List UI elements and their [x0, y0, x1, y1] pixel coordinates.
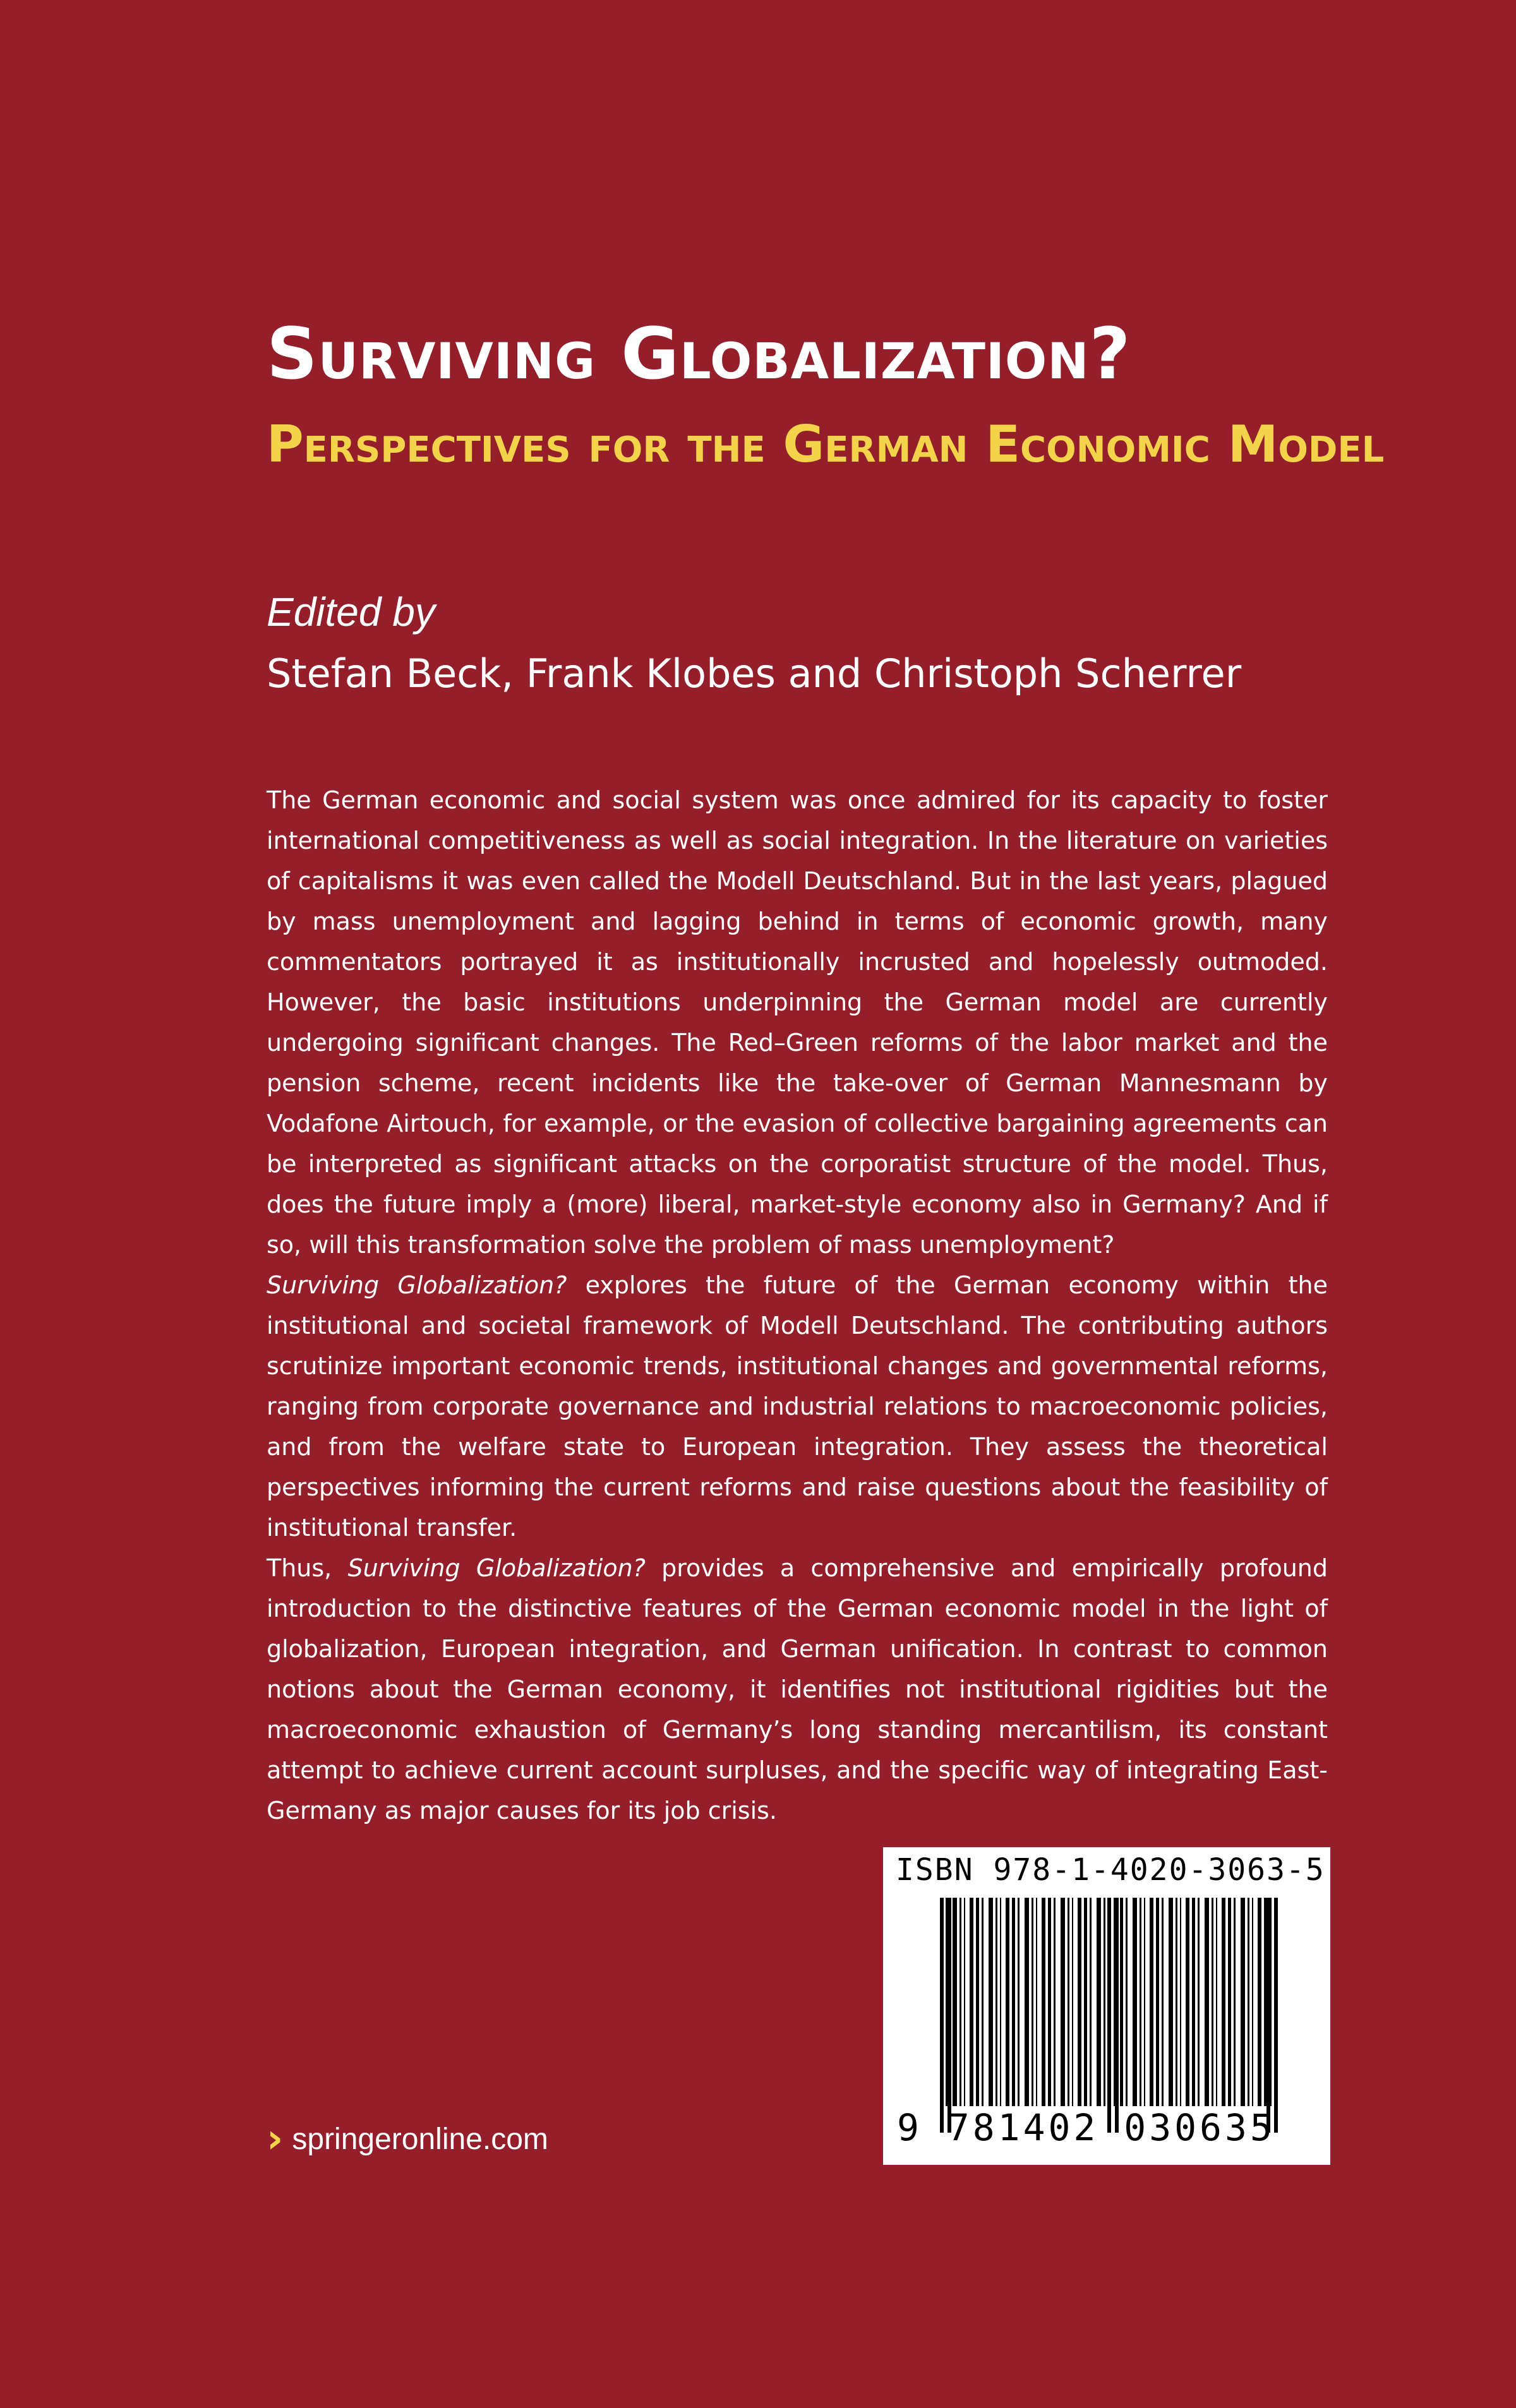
editors-names: Stefan Beck, Frank Klobes and Christoph Scherrer	[267, 650, 1242, 697]
barcode-guard-left-2	[948, 1898, 951, 2133]
blurb-paragraph-2-text: explores the future of the German economy within the institutional and societal framework of Modell Deutschland. The contributing authors scrutinize important economic trends, institutional changes and governmental reforms, ranging from corporate governance and industrial relations to macroeconomic policies, and from the welfare state to European integration. They assess the theoretical perspectives informing the current reforms and raise questions about the feasibility of institutional transfer.	[267, 1271, 1328, 1542]
book-title-italic: Surviving Globalization?	[347, 1554, 646, 1582]
barcode-guard-center	[1107, 1898, 1111, 2133]
barcode-guard-left	[940, 1898, 944, 2133]
blurb-paragraph-1: The German economic and social system was once admired for its capacity to foster international competitiveness as well as social integration. In the literature on varieties of capitalisms it was even called the Modell Deutschland. But in the last years, plagued by mass unemployment and lagging behind in terms of economic growth, many commentators portrayed it as institutionally incrusted and hopelessly outmoded. However, the basic institutions underpinning the German model are currently undergoing significant changes. The Red–Green reforms of the labor market and the pension scheme, recent incidents like the take-over of German Mannesmann by Vodafone Airtouch, for example, or the evasion of collective bargaining agreements can be interpreted as significant attacks on the corporatist structure of the model. Thus, does the future imply a (more) liberal, market-style economy also in Germany? And if so, will this transformation solve the problem of mass unemployment?	[267, 786, 1328, 1259]
book-title-italic: Surviving Globalization?	[267, 1271, 567, 1299]
isbn-barcode	[883, 1847, 1330, 2165]
chevron-right-icon: ›	[267, 2116, 284, 2162]
blurb-paragraph-2	[267, 1265, 1328, 1548]
blurb-paragraph-3-text: provides a comprehensive and empirically profound introduction to the distinctive features of the German economic model in the light of globalization, European integration, and German unification. In contrast to common notions about the German economy, it identifies not institutional rigidities but the macroeconomic exhaustion of Germany’s long standing mercantilism, its constant attempt to achieve current account surpluses, and the specific way of integrating East-Germany as major causes for its job crisis.	[267, 1554, 1328, 1824]
barcode-guard-center-2	[1115, 1898, 1119, 2133]
blurb	[267, 780, 1328, 1831]
blurb-paragraph-3	[267, 1548, 1328, 1831]
isbn-text: ISBN 978-1-4020-3063-5	[896, 1852, 1325, 1888]
publisher-link-text: springeronline.com	[292, 2122, 548, 2156]
edited-by-label: Edited by	[267, 589, 435, 635]
barcode-guard-right	[1266, 1898, 1270, 2133]
barcode-number: 9 781402 030635	[897, 2106, 1275, 2149]
barcode-guard-right-2	[1274, 1898, 1278, 2133]
blurb-paragraph-3-start: Thus,	[267, 1554, 348, 1582]
publisher-link[interactable]	[267, 2116, 548, 2162]
book-subtitle: Perspectives for the German Economic Model	[267, 415, 1385, 474]
book-title: Surviving Globalization?	[267, 313, 1131, 395]
